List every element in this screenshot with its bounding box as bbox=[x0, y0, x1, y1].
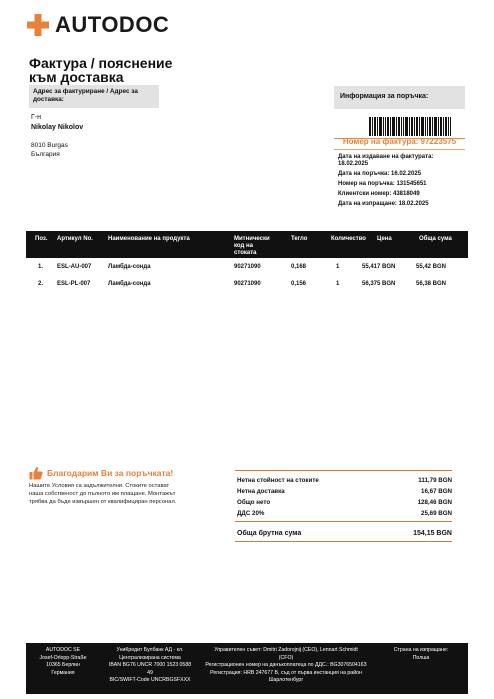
col-article: Артикул Nо. bbox=[57, 236, 93, 242]
footer bbox=[26, 643, 468, 694]
page-title: Фактура / пояснение към доставка bbox=[29, 55, 173, 85]
brand-name: AUTODOC bbox=[55, 12, 170, 37]
thanks-message: Благодарим Ви за поръчката! bbox=[29, 466, 173, 480]
divider bbox=[235, 541, 452, 542]
thumbs-up-icon bbox=[29, 466, 43, 480]
table-row: 2. ESL-PL-007 Ламбда-сонда 90271090 0,156 1 56,375 BGN 56,38 BGN bbox=[38, 281, 447, 287]
invoice-number: Номер на фактура: 97223575 bbox=[342, 137, 457, 146]
customer-name: Nikolay Nikolov bbox=[31, 124, 84, 131]
col-product: Наименование на продукта bbox=[108, 236, 190, 242]
plus-logo-icon bbox=[27, 14, 49, 36]
customer-country: България bbox=[31, 151, 60, 158]
footer-company: AUTODOC SE Josef-Orlopp-Straße 10365 Берлин Германия bbox=[39, 647, 87, 676]
col-price: Цена bbox=[377, 236, 392, 242]
order-info-header: Информация за поръчка: bbox=[334, 86, 465, 109]
issue-date: Дата на издаване на фактурата: 18.02.2025 bbox=[338, 154, 434, 167]
order-date: Дата на поръчка: 16.02.2025 bbox=[338, 171, 422, 177]
col-total: Обща сума bbox=[419, 236, 452, 242]
table-row: 1. ESL-AU-007 Ламбда-сонда 90271090 0,168 1 55,417 BGN 55,42 BGN bbox=[38, 264, 447, 270]
footer-board: Управителен съвет: Dmitri Zadorojnij (CEO), Lennart Schmidt (CFO) Регистрационен номер на данъкоплатеца по ДДС.: BG307650416З Регистрация: HRB 247677 B, съд от първа инстанция на район Шарлотенбург bbox=[205, 647, 367, 684]
table-header bbox=[26, 231, 468, 258]
divider bbox=[235, 470, 452, 471]
col-customs: Митнически код на стоката bbox=[234, 236, 270, 256]
col-weight: Тегло bbox=[291, 236, 308, 242]
terms-text: Нашите Условия са задължителни. Стоките остават наша собственост до пълното им плащане. Монтажът трябва да бъде извършен от квалифициран персонал. bbox=[29, 483, 177, 505]
barcode-image bbox=[369, 117, 451, 136]
customer-city: 8010 Burgas bbox=[31, 142, 68, 149]
col-pos: Поз. bbox=[35, 236, 48, 242]
brand-logo bbox=[27, 12, 169, 38]
order-number: Номер на поръчка: 131545651 bbox=[338, 181, 427, 187]
footer-ship-country: Страна на изпращане: Полша bbox=[393, 647, 449, 661]
divider bbox=[235, 521, 452, 522]
col-qty: Количество bbox=[331, 236, 366, 242]
ship-date: Дата на изпращане: 18.02.2025 bbox=[338, 201, 429, 207]
divider bbox=[334, 149, 465, 150]
salutation: Г-н bbox=[31, 114, 41, 121]
client-number: Клиентски номер: 43818049 bbox=[338, 191, 420, 197]
footer-bank: УниКредит Булбанк АД - кл. Централизирана система IBAN BG76 UNCR 7000 1523 0588 49 BIC/SWIFT-Code UNCRBGSFXXX bbox=[108, 647, 192, 684]
address-header: Адрес за фактуриране / Адрес за доставка: bbox=[29, 85, 159, 108]
